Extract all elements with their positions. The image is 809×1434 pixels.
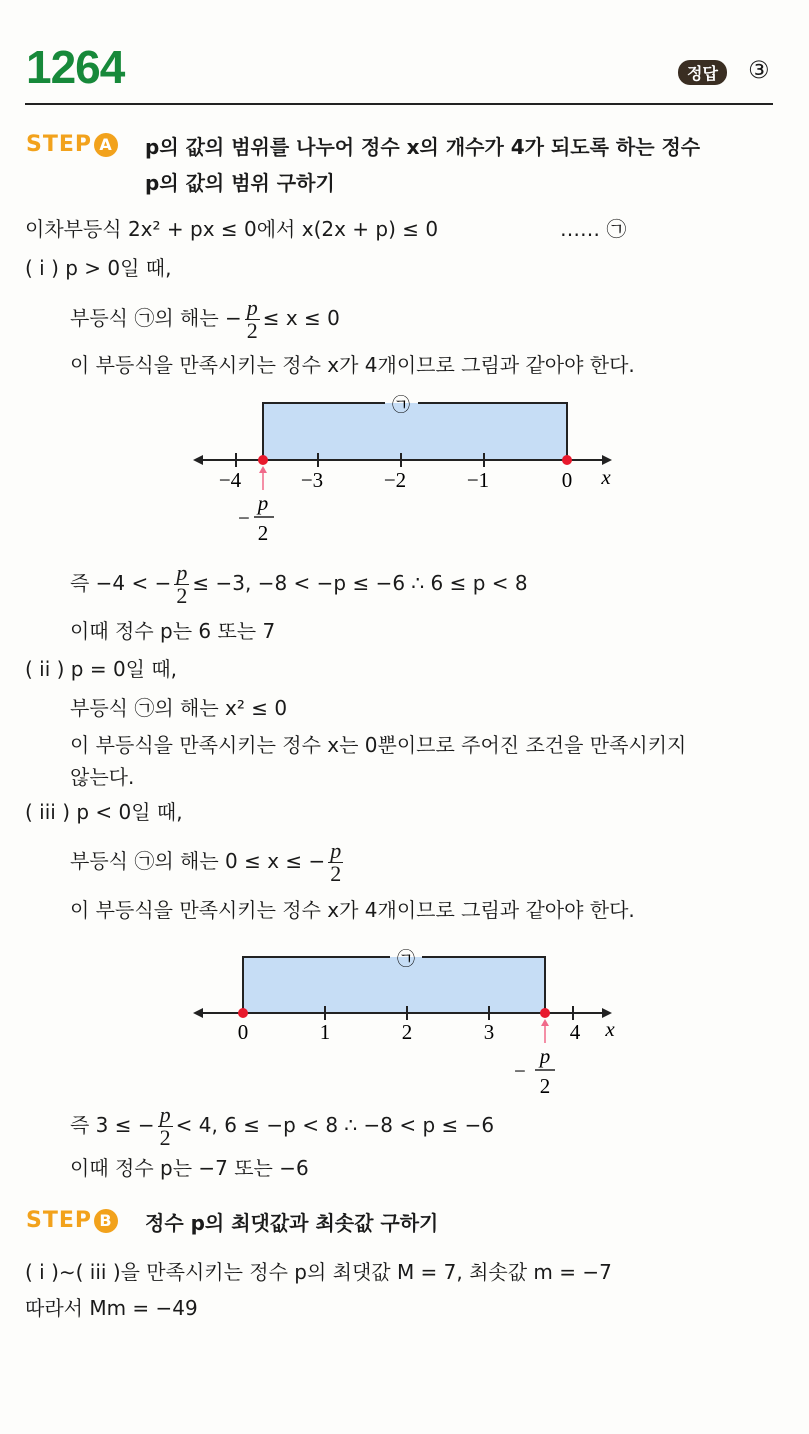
endpoint [258, 455, 268, 465]
number-line-diagram-1 [0, 390, 809, 560]
region-label: ㉠ [392, 395, 410, 415]
equation-tag: …… ㉠ [560, 217, 627, 241]
svg-text:p: p [257, 491, 269, 515]
case-1-result: 이때 정수 p는 6 또는 7 [70, 619, 276, 643]
case-1-solution: 부등식 ㉠의 해는 − $\frac{p}{2}$ ≤ x ≤ 0 [70, 295, 340, 343]
endpoint [238, 1008, 248, 1018]
axis-label: x [601, 465, 611, 489]
divider [25, 103, 773, 105]
svg-text:p: p [539, 1044, 551, 1068]
svg-text:2: 2 [257, 521, 269, 545]
step-b-line-2: 따라서 Mm = −49 [25, 1296, 198, 1320]
case-3-inequality: 즉 3 ≤ − $\frac{p}{2}$ < 4, 6 ≤ −p < 8 ∴ −8 < p ≤ −6 [70, 1102, 495, 1150]
tick-label: 0 [237, 1020, 249, 1044]
case-1-inequality: 즉 −4 < − $\frac{p}{2}$ ≤ −3, −8 < −p ≤ −6 ∴ 6 ≤ p < 8 [70, 560, 528, 608]
svg-text:−: − [514, 1059, 526, 1083]
case-1-text: 이 부등식을 만족시키는 정수 x가 4개이므로 그림과 같아야 한다. [70, 353, 635, 377]
solution-region [263, 403, 567, 460]
region-label: ㉠ [397, 949, 415, 969]
step-a-title-1: p의 값의 범위를 나누어 정수 x의 개수가 4가 되도록 하는 정수 [145, 135, 701, 159]
case-1-heading: ( i ) p > 0일 때, [25, 256, 172, 280]
step-b-label: STEP B [26, 1208, 118, 1233]
solution-region [243, 957, 545, 1013]
tick-label: 3 [483, 1020, 495, 1044]
tick-label: 4 [569, 1020, 581, 1044]
answer-value: ③ [748, 56, 770, 84]
tick-label: −2 [383, 468, 407, 492]
step-b-title: 정수 p의 최댓값과 최솟값 구하기 [145, 1211, 439, 1235]
case-2-text-2: 않는다. [70, 765, 135, 789]
tick-label: −3 [300, 468, 324, 492]
svg-text:2: 2 [539, 1074, 551, 1098]
inequality-line: 이차부등식 2x² + px ≤ 0에서 x(2x + p) ≤ 0 [25, 217, 439, 241]
tick-label: 2 [401, 1020, 413, 1044]
step-a-title-2: p의 값의 범위 구하기 [145, 171, 335, 195]
endpoint [540, 1008, 550, 1018]
case-3-result: 이때 정수 p는 −7 또는 −6 [70, 1156, 309, 1180]
tick-label: 1 [319, 1020, 331, 1044]
tick-label: 0 [561, 468, 573, 492]
step-b-line-1: ( i )∼( iii )을 만족시키는 정수 p의 최댓값 M = 7, 최솟값 m = −7 [25, 1260, 612, 1284]
svg-text:−: − [238, 506, 250, 530]
tick-label: −4 [218, 468, 242, 492]
endpoint [562, 455, 572, 465]
case-3-text: 이 부등식을 만족시키는 정수 x가 4개이므로 그림과 같아야 한다. [70, 898, 635, 922]
number-line-diagram-2 [0, 943, 809, 1103]
answer-badge: 정답 [678, 60, 727, 85]
case-2-heading: ( ii ) p = 0일 때, [25, 657, 178, 681]
case-2-text-1: 이 부등식을 만족시키는 정수 x는 0뿐이므로 주어진 조건을 만족시키지 [70, 733, 687, 757]
step-a-label: STEP A [26, 132, 118, 157]
case-3-heading: ( iii ) p < 0일 때, [25, 800, 183, 824]
case-2-solution: 부등식 ㉠의 해는 x² ≤ 0 [70, 696, 288, 720]
tick-label: −1 [466, 468, 490, 492]
problem-number: 1264 [26, 41, 125, 93]
axis-label: x [605, 1017, 615, 1041]
case-3-solution: 부등식 ㉠의 해는 0 ≤ x ≤ − $\frac{p}{2}$ [70, 838, 342, 886]
